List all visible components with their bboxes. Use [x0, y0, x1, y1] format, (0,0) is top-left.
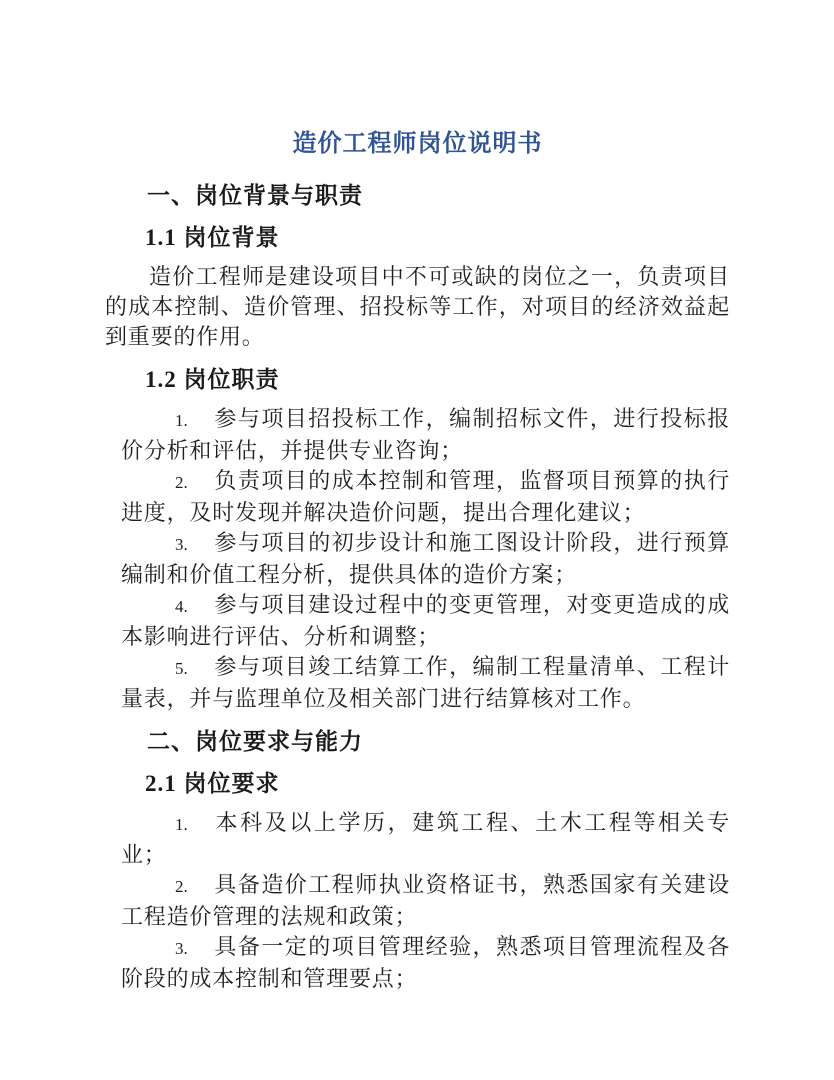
list-item [105, 528, 730, 590]
list-item [105, 932, 730, 994]
list-item-text: 参与项目的初步设计和施工图设计阶段，进行预算编制和价值工程分析，提供具体的造价方案； [121, 530, 730, 587]
section-heading-2: 二、岗位要求与能力 [147, 729, 363, 754]
section-heading-1: 一、岗位背景与职责 [147, 183, 363, 208]
duty-list [105, 404, 730, 714]
subsection-heading-1-1: 1.1 岗位背景 [145, 225, 280, 250]
list-item-text: 参与项目建设过程中的变更管理，对变更造成的成本影响进行评估、分析和调整； [121, 592, 730, 649]
list-item-number: 2. [175, 877, 188, 896]
list-item-text: 参与项目招投标工作，编制招标文件，进行投标报价分析和评估，并提供专业咨询； [121, 406, 730, 463]
list-item [105, 652, 730, 714]
document-title: 造价工程师岗位说明书 [292, 131, 543, 157]
list-item-number: 3. [175, 535, 188, 554]
list-item [105, 466, 730, 528]
list-item-number: 2. [175, 473, 188, 492]
subsection-heading-2-1: 2.1 岗位要求 [145, 771, 280, 796]
list-item-text: 负责项目的成本控制和管理，监督项目预算的执行进度，及时发现并解决造价问题，提出合理化建议； [121, 468, 730, 525]
list-item-number: 4. [175, 597, 188, 616]
list-item-number: 5. [175, 659, 188, 678]
requirement-list [105, 808, 730, 994]
list-item [105, 870, 730, 932]
list-item [105, 808, 730, 870]
subsection-heading-1-2: 1.2 岗位职责 [145, 367, 280, 392]
list-item-number: 1. [175, 815, 188, 834]
list-item-text: 参与项目竣工结算工作，编制工程量清单、工程计量表，并与监理单位及相关部门进行结算核对工作。 [121, 654, 730, 711]
list-item-number: 3. [175, 939, 188, 958]
list-item-number: 1. [175, 411, 188, 430]
paragraph-background: 造价工程师是建设项目中不可或缺的岗位之一，负责项目的成本控制、造价管理、招投标等工作，对项目的经济效益起到重要的作用。 [105, 264, 730, 349]
list-item [105, 590, 730, 652]
list-item-text: 具备一定的项目管理经验，熟悉项目管理流程及各阶段的成本控制和管理要点； [121, 934, 730, 991]
list-item [105, 404, 730, 466]
list-item-text: 本科及以上学历，建筑工程、土木工程等相关专业； [121, 810, 730, 867]
list-item-text: 具备造价工程师执业资格证书，熟悉国家有关建设工程造价管理的法规和政策； [121, 872, 730, 929]
